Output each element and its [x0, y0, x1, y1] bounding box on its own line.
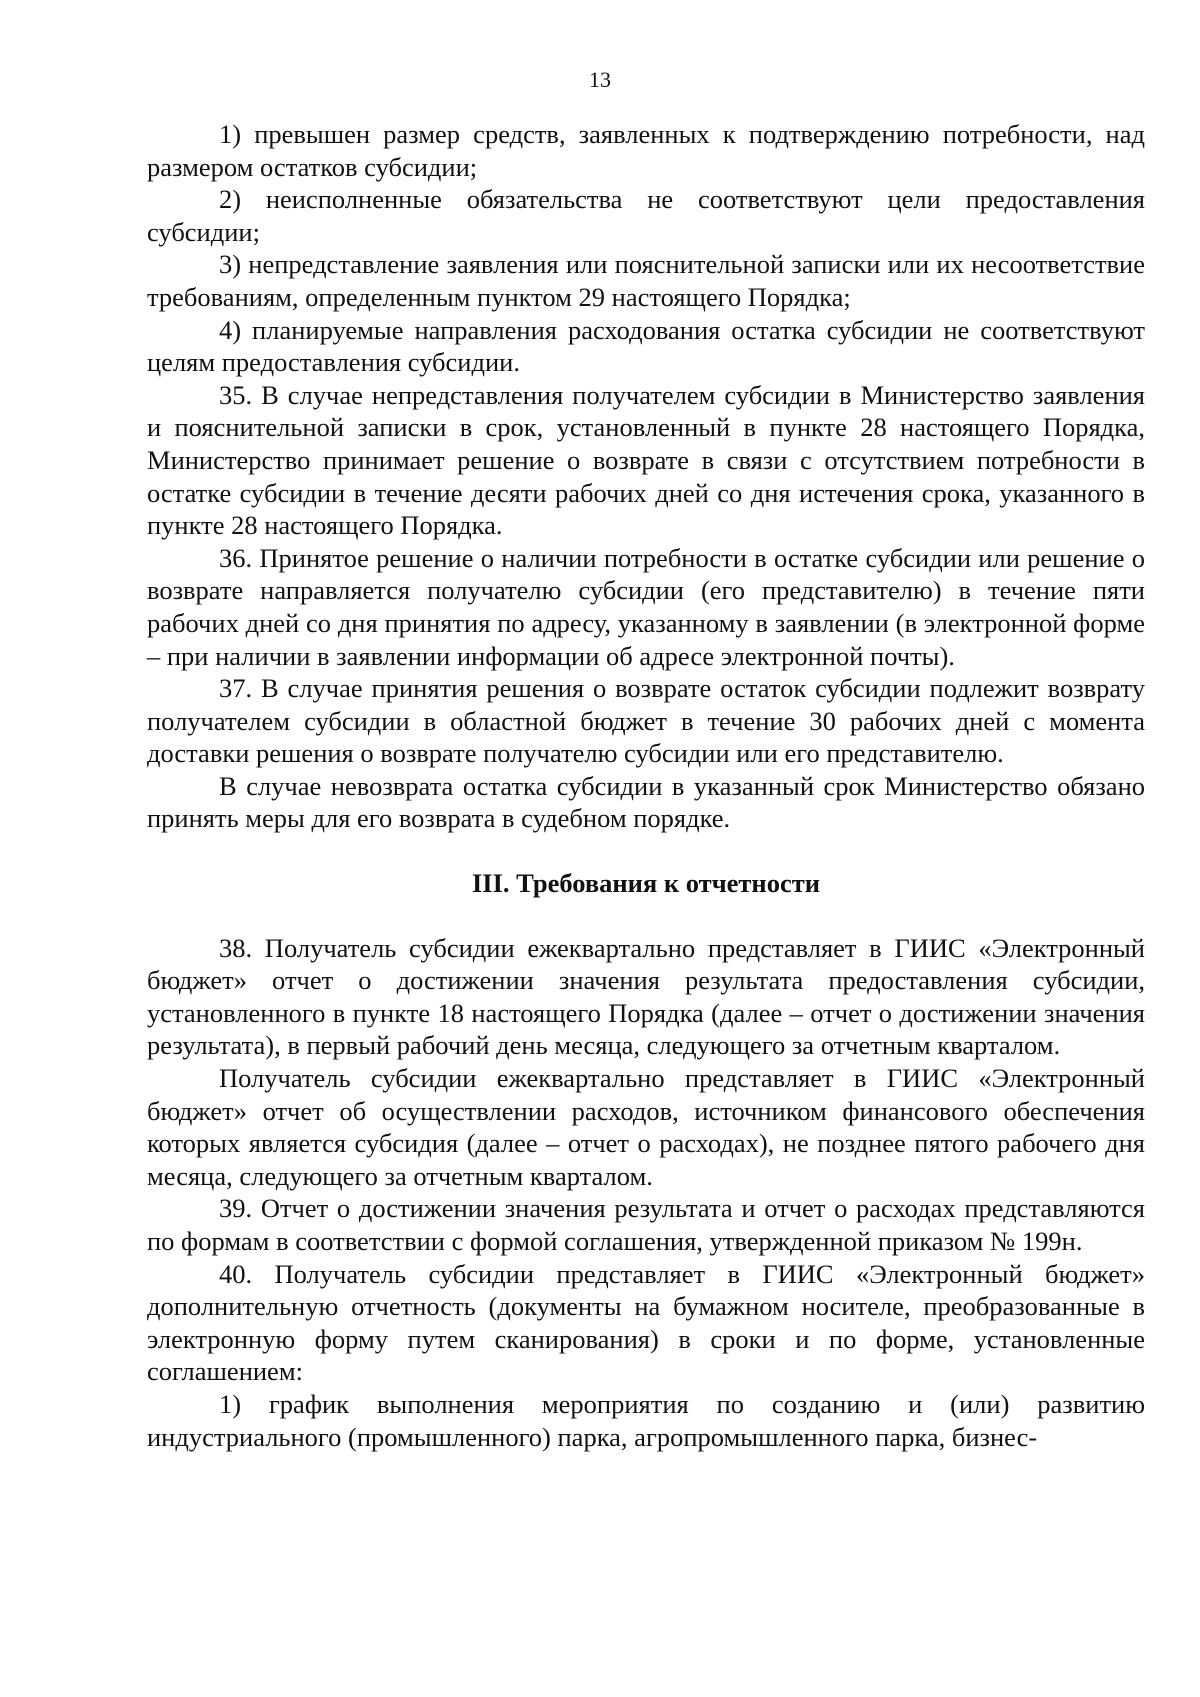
paragraph-38-continuation: Получатель субсидии ежеквартально представляет в ГИИС «Электронный бюджет» отчет об осуществлении расходов, источником финансового обеспечения которых является субсидия (далее – отчет о расходах), не позднее пятого рабочего дня месяца, следующего за отчетным кварталом. — [147, 1063, 1145, 1191]
document-body — [147, 118, 1145, 1453]
paragraph-40-item-1: 1) график выполнения мероприятия по созданию и (или) развитию индустриального (промышленного) парка, агропромышленного парка, бизнес- — [147, 1388, 1145, 1452]
paragraph-37-continuation: В случае невозврата остатка субсидии в указанный срок Министерство обязано принять меры для его возврата в судебном порядке. — [147, 770, 1145, 834]
paragraph-37: 37. В случае принятия решения о возврате остаток субсидии подлежит возврату получателем субсидии в областной бюджет в течение 30 рабочих дней с момента доставки решения о возврате получателю субсидии или его представителю. — [147, 673, 1145, 769]
paragraph-35: 35. В случае непредставления получателем субсидии в Министерство заявления и пояснительной записки в срок, установленный в пункте 28 настоящего Порядка, Министерство принимает решение о возврате в связи с отсутствием потребности в остатке субсидии в течение десяти рабочих дней со дня истечения срока, указанного в пункте 28 настоящего Порядка. — [147, 379, 1145, 541]
paragraph-34-item-3: 3) непредставление заявления или пояснительной записки или их несоответствие требованиям, определенным пунктом 29 настоящего Порядка; — [147, 249, 1145, 312]
paragraph-38: 38. Получатель субсидии ежеквартально представляет в ГИИС «Электронный бюджет» отчет о достижении значения результата предоставления субсидии, установленного в пункте 18 настоящего Порядка (далее – отчет о достижении значения результата), в первый рабочий день месяца, следующего за отчетным кварталом. — [147, 932, 1145, 1061]
paragraph-34-item-1: 1) превышен размер средств, заявленных к подтверждению потребности, над размером остатков субсидии; — [147, 119, 1145, 182]
paragraph-36: 36. Принятое решение о наличии потребности в остатке субсидии или решение о возврате направляется получателю субсидии (его представителю) в течение пяти рабочих дней со дня принятия по адресу, указанному в заявлении (в электронной форме – при наличии в заявлении информации об адресе электронной почты). — [147, 542, 1145, 671]
section-title: III. Требования к отчетности — [471, 868, 820, 899]
paragraph-40: 40. Получатель субсидии представляет в ГИИС «Электронный бюджет» дополнительную отчетность (документы на бумажном носителе, преобразованные в электронную форму путем сканирования) в сроки и по форме, установленные соглашением: — [147, 1258, 1145, 1387]
paragraph-34-item-4: 4) планируемые направления расходования остатка субсидии не соответствуют целям предоставления субсидии. — [147, 314, 1145, 378]
paragraph-34-item-2: 2) неисполненные обязательства не соответствуют цели предоставления субсидии; — [147, 184, 1145, 247]
paragraph-39: 39. Отчет о достижении значения результата и отчет о расходах представляются по формам в соответствии с формой соглашения, утвержденной приказом № 199н. — [147, 1193, 1145, 1256]
page-number: 13 — [589, 67, 611, 92]
